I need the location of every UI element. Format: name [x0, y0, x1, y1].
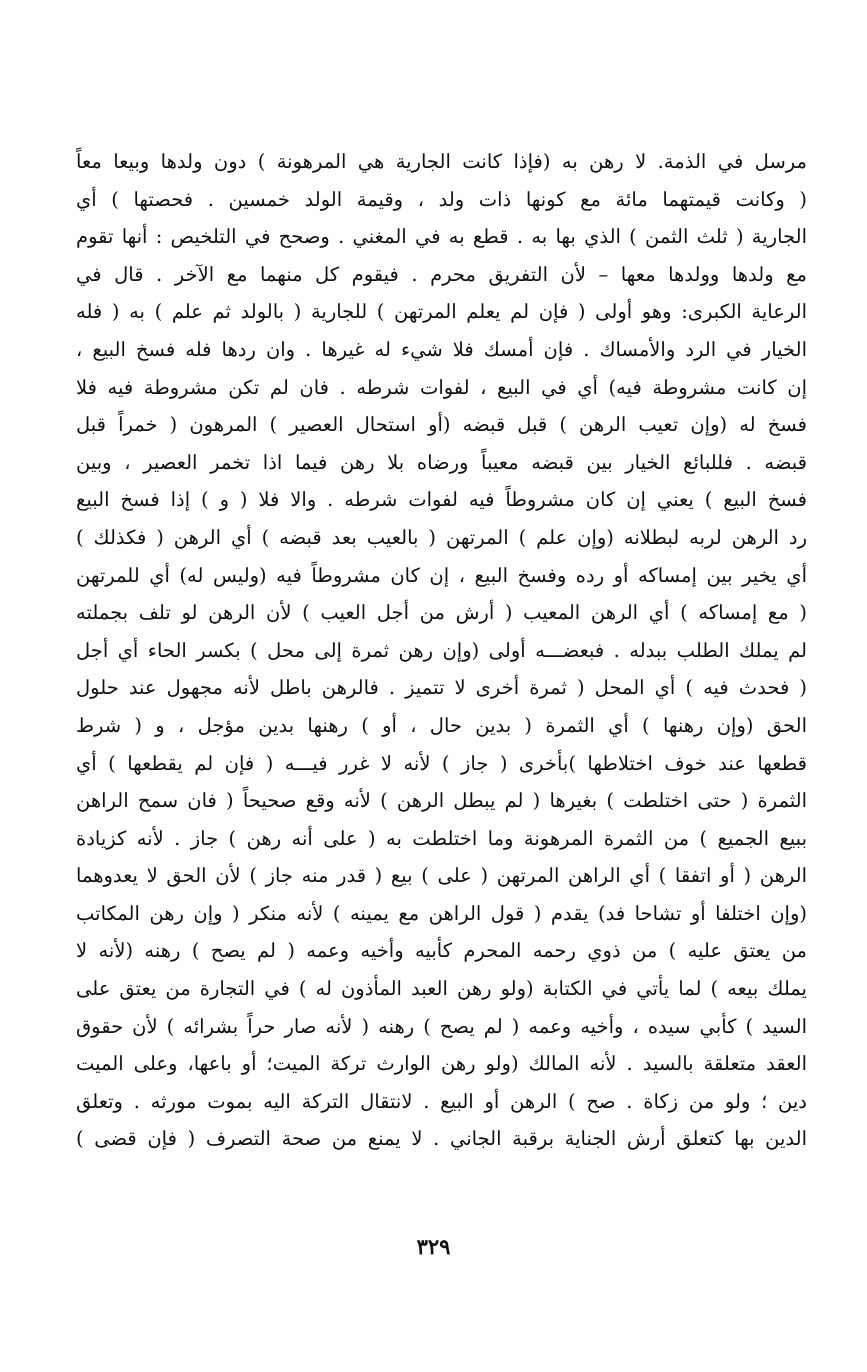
text-line-21: (وإن اختلفا أو تشاحا فد) يقدم ( قول الراهن مع يمينه ) لأنه منكر ( وإن رهن المكاتب — [76, 901, 807, 925]
text-line-6: الخيار في الرد والأمساك . فإن أمسك فلا شيء له غيرها . وان ردها فله فسخ البيع ، — [76, 337, 807, 361]
text-line-9: قبضه . فللبائع الخيار بين قبضه معيباً ورضاه بلا رهن فيما اذا تخمر العصير ، وبين — [76, 450, 807, 474]
text-line-18: الثمرة ( حتى اختلطت ) بغيرها ( لم يبطل الرهن ) لأنه وقع صحيحاً ( فان سمح الراهن — [76, 789, 807, 813]
text-line-20: الرهن ( أو اتفقا ) أي الراهن المرتهن ( على ) بيع ( قدر منه جاز ) لأن الحق لا يعدوهما — [76, 864, 807, 888]
page-number: ٣٢٩ — [416, 1234, 451, 1259]
text-line-12: أي يخير بين إمساكه أو رده وفسخ البيع ، إن كان مشروطاً فيه (وليس له) أي للمرتهن — [76, 563, 807, 587]
text-line-23: يملك بيعه ) لما يأتي في الكتابة (ولو رهن العبد المأذون له ) في التجارة من يعتق على — [76, 977, 807, 1001]
text-line-13: ( مع إمساكه ) أي الرهن المعيب ( أرش من أجل العيب ) لأن الرهن لو تلف بجملته — [76, 601, 807, 625]
body-text — [76, 143, 807, 1158]
text-line-15: ( فحدث فيه ) أي المحل ( ثمرة أخرى لا تتميز . فالرهن باطل لأنه مجهول عند حلول — [76, 676, 807, 700]
text-line-17: قطعها عند خوف اختلاطها )بأخرى ( جاز ) لأنه لا غرر فيـــه ( فإن لم يقطعها ) أي — [76, 751, 807, 775]
text-line-14: لم يملك الطلب ببدله . فبعضـــه أولى (وإن رهن ثمرة إلى محل ) بكسر الحاء أي أجل — [76, 638, 807, 662]
text-line-19: ببيع الجميع ) من الثمرة المرهونة وما اختلطت به ( على أنه رهن ) جاز . لأنه كزيادة — [76, 826, 807, 850]
text-line-11: رد الرهن لربه لبطلانه (وإن علم ) المرتهن ( بالعيب بعد قبضه ) أي الرهن ( فكذلك ) — [76, 525, 807, 549]
text-line-25: العقد متعلقة بالسيد . لأنه المالك (ولو رهن الوارث تركة الميت؛ أو باعها، وعلى الميت — [76, 1052, 807, 1076]
text-line-2: ( وكانت قيمتهما مائة مع كونها ذات ولد ، وقيمة الولد خمسين . فحصتها ) أي — [76, 187, 807, 211]
text-line-1: مرسل في الذمة. لا رهن به (فإذا كانت الجارية هي المرهونة ) دون ولدها وبيعا معاً — [76, 150, 807, 173]
text-line-10: فسخ البيع ) يعني إن كان مشروطاً فيه لفوات شرطه . والا فلا ( و ) إذا فسخ البيع — [76, 488, 807, 512]
text-line-16: الحق (وإن رهنها ) أي الثمرة ( بدين حال ، أو ) رهنها بدين مؤجل ، و ( شرط — [76, 713, 807, 737]
text-line-4: مع ولدها وولدها معها – لأن التفريق محرم . فيقوم كل منهما مع الآخر . قال في — [76, 262, 807, 286]
text-line-26: دين ؛ ولو من زكاة . صح ) الرهن أو البيع . لانتقال التركة اليه بموت مورثه . وتعلق — [76, 1089, 807, 1113]
text-line-8: فسخ له (وإن تعيب الرهن ) قبل قبضه (أو استحال العصير ) المرهون ( خمراً قبل — [76, 413, 807, 437]
text-line-24: السيد ) كأبي سيده ، وأخيه وعمه ( لم يصح ) رهنه ( لأنه صار حراً بشرائه ) لأن حقوق — [76, 1014, 807, 1038]
text-line-22: من يعتق عليه ) من ذوي رحمه المحرم كأبيه وأخيه وعمه ( لم يصح ) رهنه (لأنه لا — [76, 939, 807, 963]
text-line-7: إن كانت مشروطة فيه) أي في البيع ، لفوات شرطه . فان لم تكن مشروطة فيه فلا — [76, 375, 807, 399]
text-line-5: الرعاية الكبرى: وهو أولى ( فإن لم يعلم المرتهن ) للجارية ( بالولد ثم علم ) به ( فله — [76, 300, 807, 324]
text-line-27: الدين بها كتعلق أرش الجناية برقبة الجاني . لا يمنع من صحة التصرف ( فإن قضى ) — [76, 1127, 807, 1151]
text-line-3: الجارية ( ثلث الثمن ) الذي بها به . قطع به في المغني . وصحح في التلخيص : أنها تقوم — [76, 225, 807, 249]
